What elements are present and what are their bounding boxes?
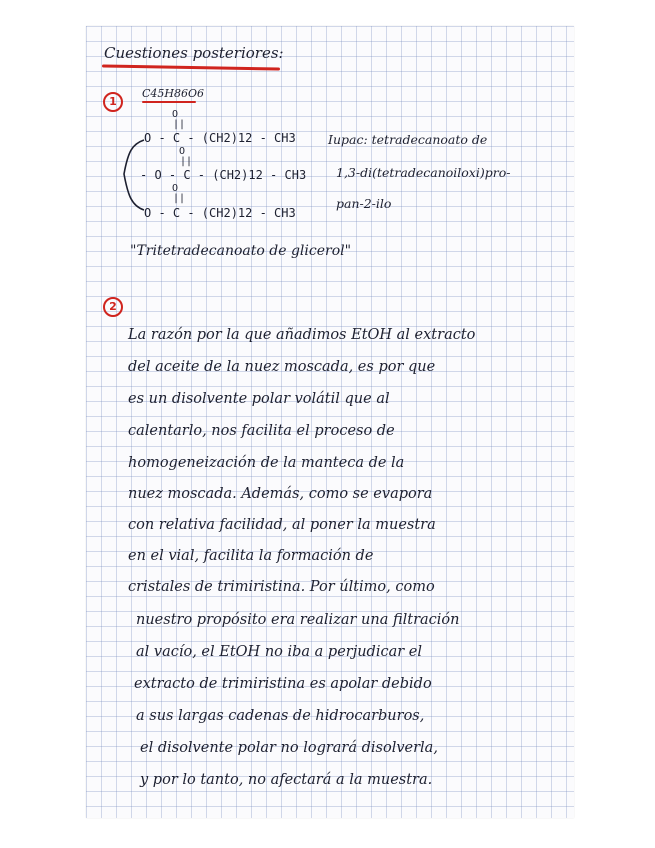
answer-line-3: es un disolvente polar volátil que al [128,391,390,407]
answer-line-6: nuez moscada. Además, como se evapora [128,486,433,502]
common-name: "Tritetradecanoato de glicerol" [130,243,352,259]
answer-line-10: nuestro propósito era realizar una filtración [136,612,460,628]
molecular-formula: C45H86O6 [142,87,205,100]
answer-line-4: calentarlo, nos facilita el proceso de [128,423,395,439]
carbonyl-oxygen-1: O [172,109,179,120]
page-title: Cuestiones posteriores: [104,44,284,62]
answer-line-15: y por lo tanto, no afectará a la muestra. [140,772,433,788]
carbonyl-oxygen-3: O [172,183,179,194]
question-number-1: 1 [103,92,123,112]
ester-chain-3: O - C - (CH2)12 - CH3 [144,206,296,220]
ester-chain-1: O - C - (CH2)12 - CH3 [144,131,296,145]
double-bond-1: || [173,119,186,130]
formula-underline [142,101,196,103]
iupac-line-2: 1,3-di(tetradecanoiloxi)pro- [336,165,511,180]
answer-line-9: cristales de trimiristina. Por último, como [128,579,435,595]
answer-line-12: extracto de trimiristina es apolar debido [134,676,432,692]
question-number-2: 2 [103,297,123,317]
double-bond-3: || [173,193,186,204]
answer-line-7: con relativa facilidad, al poner la muestra [128,517,436,533]
ester-chain-2: - O - C - (CH2)12 - CH3 [140,168,307,182]
answer-line-5: homogeneización de la manteca de la [128,455,405,471]
iupac-line-3: pan-2-ilo [336,196,392,211]
double-bond-2: || [180,156,193,167]
answer-line-13: a sus largas cadenas de hidrocarburos, [136,708,425,724]
iupac-line-1: Iupac: tetradecanoato de [328,132,488,147]
carbonyl-oxygen-2: O [179,146,186,157]
answer-line-14: el disolvente polar no logrará disolverla, [140,740,438,756]
answer-line-2: del aceite de la nuez moscada, es por que [128,359,436,375]
answer-line-1: La razón por la que añadimos EtOH al extracto [128,327,476,343]
answer-line-11: al vacío, el EtOH no iba a perjudicar el [136,644,422,660]
answer-line-8: en el vial, facilita la formación de [128,548,374,564]
